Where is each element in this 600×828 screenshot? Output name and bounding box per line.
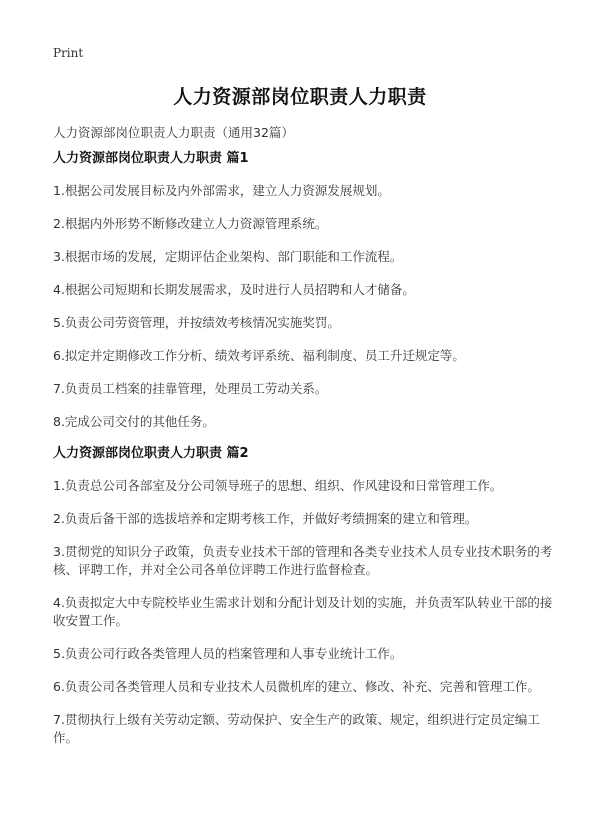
list-item: 6.负责公司各类管理人员和专业技术人员微机库的建立、修改、补充、完善和管理工作。: [53, 679, 540, 694]
list-item: 4.负责拟定大中专院校毕业生需求计划和分配计划及计划的实施，并负责军队转业干部的接收安置工作。: [53, 595, 553, 628]
list-item: 2.负责后备干部的选拔培养和定期考核工作，并做好考绩拥案的建立和管理。: [53, 511, 478, 526]
list-item: 1.负责总公司各部室及分公司领导班子的思想、组织、作风建设和日常管理工作。: [53, 478, 503, 493]
document-title: 人力资源部岗位职责人力职责: [173, 86, 427, 108]
section-1: [53, 151, 553, 431]
list-item: 3.根据市场的发展，定期评估企业架构、部门职能和工作流程。: [53, 249, 403, 264]
list-item: 3.贯彻党的知识分子政策，负责专业技术干部的管理和各类专业技术人员专业技术职务的考核、评聘工作，并对全公司各单位评聘工作进行监督检查。: [53, 544, 553, 577]
list-item: 7.贯彻执行上级有关劳动定额、劳动保护、安全生产的政策、规定，组织进行定员定编工作。: [53, 712, 540, 745]
list-item: 5.负责公司劳资管理，并按绩效考核情况实施奖罚。: [53, 315, 340, 330]
list-item: 5.负责公司行政各类管理人员的档案管理和人事专业统计工作。: [53, 646, 403, 661]
section-2: [53, 446, 553, 747]
list-item: 1.根据公司发展目标及内外部需求，建立人力资源发展规划。: [53, 183, 390, 198]
list-item: 2.根据内外形势不断修改建立人力资源管理系统。: [53, 216, 328, 231]
print-label: Print: [53, 46, 84, 60]
document-subtitle: 人力资源部岗位职责人力职责（通用32篇）: [53, 125, 294, 140]
document-body: [53, 151, 553, 762]
list-item: 6.拟定并定期修改工作分析、绩效考评系统、福利制度、员工升迁规定等。: [53, 348, 465, 363]
section-heading: 人力资源部岗位职责人力职责 篇2: [53, 446, 249, 461]
list-item: 4.根据公司短期和长期发展需求，及时进行人员招聘和人才储备。: [53, 282, 415, 297]
list-item: 8.完成公司交付的其他任务。: [53, 414, 215, 429]
section-heading: 人力资源部岗位职责人力职责 篇1: [53, 151, 249, 166]
list-item: 7.负责员工档案的挂靠管理，处理员工劳动关系。: [53, 381, 328, 396]
